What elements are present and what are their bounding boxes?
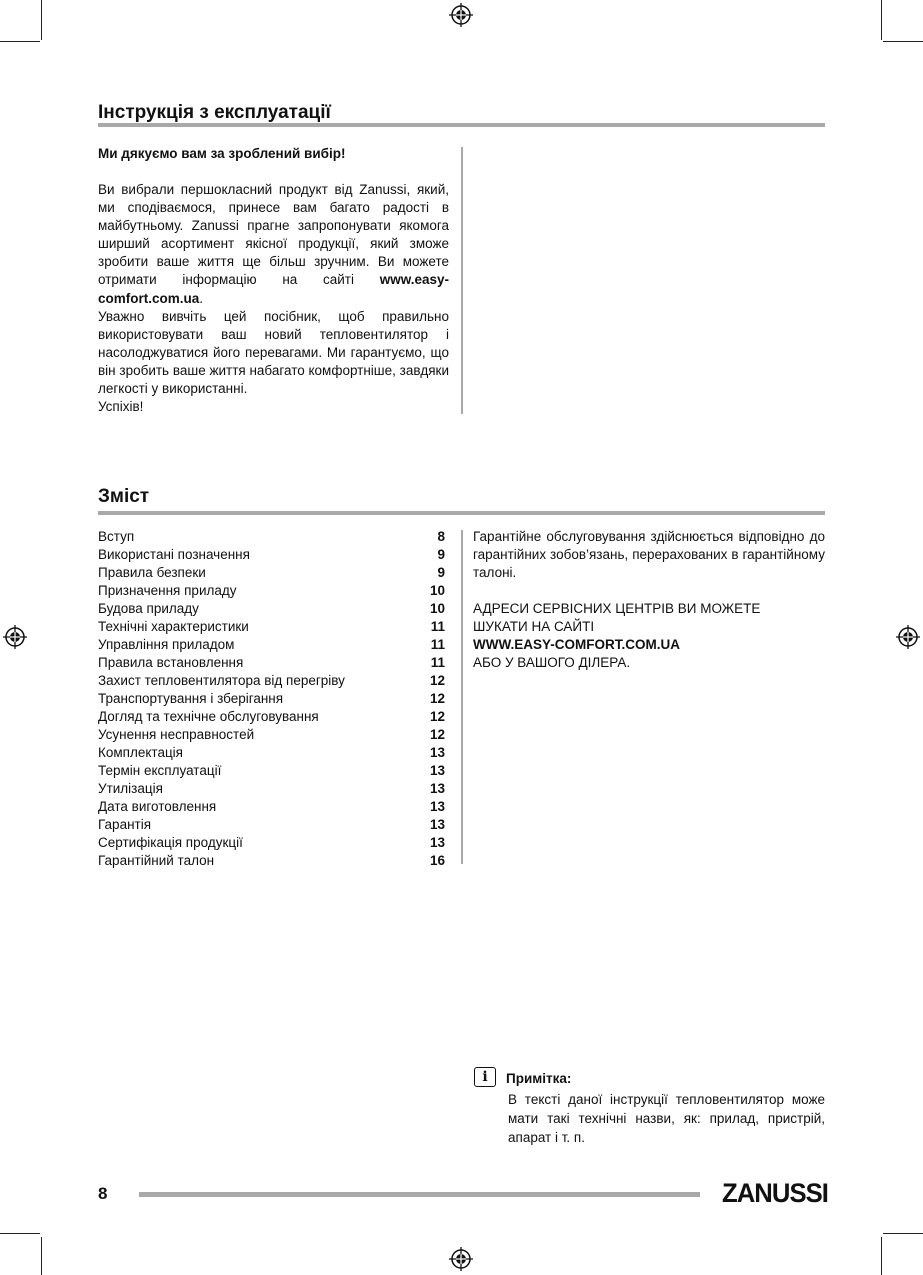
intro-paragraph-1 bbox=[98, 181, 449, 308]
toc-page-number: 13 bbox=[429, 781, 445, 796]
toc-label: Усунення несправностей bbox=[98, 727, 255, 742]
crop-mark bbox=[41, 1237, 42, 1275]
title-rule bbox=[98, 123, 825, 127]
warranty-text: Гарантійне обслуговування здійснюється відповідно до гарантійних зобов’язань, перерахованих в гарантійному талоні. bbox=[473, 529, 825, 580]
toc-label: Технічні характеристики bbox=[98, 619, 249, 634]
toc-page-number: 13 bbox=[429, 763, 445, 778]
toc-row[interactable] bbox=[98, 726, 445, 744]
toc-label: Термін експлуатації bbox=[98, 763, 222, 778]
service-line-2: ШУКАТИ НА САЙТІ bbox=[473, 619, 595, 634]
crop-mark bbox=[881, 1237, 882, 1275]
website-link[interactable]: www.easy-comfort.com.ua bbox=[98, 272, 449, 306]
note-title: Примітка: bbox=[506, 1071, 572, 1086]
toc-label: Будова приладу bbox=[98, 601, 199, 616]
toc-row[interactable] bbox=[98, 672, 445, 690]
toc-page-number: 13 bbox=[429, 835, 445, 850]
toc-row[interactable] bbox=[98, 546, 445, 564]
toc-row[interactable] bbox=[98, 834, 445, 852]
toc-row[interactable] bbox=[98, 690, 445, 708]
intro-paragraph-2: Уважно вивчіть цей посібник, щоб правильно використовувати ваш новий тепловентилятор і насолоджуватися його перевагами. Ми гарантуємо, що він зробить ваше життя набагато комфортніше, завдяки легкості у використанні. bbox=[98, 308, 449, 397]
table-of-contents bbox=[98, 528, 445, 870]
toc-label: Сертифікація продукції bbox=[98, 835, 243, 850]
crop-mark bbox=[881, 0, 882, 40]
column-divider bbox=[461, 530, 463, 864]
toc-row[interactable] bbox=[98, 798, 445, 816]
footer-rule bbox=[139, 1192, 700, 1197]
service-centers bbox=[473, 600, 825, 672]
toc-row[interactable] bbox=[98, 618, 445, 636]
page-title: Інструкція з експлуатації bbox=[98, 102, 331, 123]
toc-label: Гарантійний талон bbox=[98, 853, 215, 868]
contents-rule bbox=[98, 511, 825, 515]
toc-label: Правила безпеки bbox=[98, 565, 206, 580]
registration-mark-icon bbox=[449, 3, 473, 27]
toc-page-number: 9 bbox=[437, 547, 445, 562]
toc-label: Комплектація bbox=[98, 745, 183, 760]
registration-mark-icon bbox=[3, 625, 27, 649]
toc-page-number: 10 bbox=[429, 583, 445, 598]
registration-mark-icon bbox=[896, 625, 920, 649]
toc-page-number: 10 bbox=[429, 601, 445, 616]
toc-page-number: 11 bbox=[430, 637, 445, 652]
contents-title: Зміст bbox=[98, 486, 150, 507]
intro-closing: Успіхів! bbox=[98, 399, 144, 415]
crop-mark bbox=[883, 41, 923, 42]
toc-row[interactable] bbox=[98, 600, 445, 618]
toc-label: Транспортування і зберігання bbox=[98, 691, 284, 706]
toc-row[interactable] bbox=[98, 780, 445, 798]
toc-row[interactable] bbox=[98, 708, 445, 726]
toc-page-number: 16 bbox=[429, 853, 445, 868]
toc-page-number: 13 bbox=[429, 817, 445, 832]
intro-heading: Ми дякуємо вам за зроблений вибір! bbox=[98, 146, 346, 161]
page-number: 8 bbox=[98, 1184, 108, 1203]
crop-mark bbox=[0, 41, 40, 42]
brand-logo: ZANUSSI bbox=[722, 1178, 828, 1208]
toc-label: Дата виготовлення bbox=[98, 799, 217, 814]
service-line-3: АБО У ВАШОГО ДІЛЕРА. bbox=[473, 655, 631, 670]
toc-page-number: 12 bbox=[429, 709, 445, 724]
service-line-1: АДРЕСИ СЕРВІСНИХ ЦЕНТРІВ ВИ МОЖЕТЕ bbox=[473, 601, 761, 616]
crop-mark bbox=[41, 0, 42, 40]
toc-label: Гарантія bbox=[98, 817, 152, 832]
toc-label: Захист тепловентилятора від перегріву bbox=[98, 673, 345, 688]
toc-row[interactable] bbox=[98, 528, 445, 546]
toc-page-number: 12 bbox=[429, 673, 445, 688]
toc-row[interactable] bbox=[98, 636, 445, 654]
toc-page-number: 11 bbox=[430, 619, 445, 634]
info-icon: i bbox=[474, 1067, 496, 1087]
toc-row[interactable] bbox=[98, 582, 445, 600]
note-text: В тексті даної інструкції тепловентилятор може мати такі технічні назви, як: прилад, пристрій, апарат і т. п. bbox=[508, 1092, 825, 1145]
toc-label: Вступ bbox=[98, 529, 135, 544]
toc-label: Утилізація bbox=[98, 781, 163, 796]
toc-page-number: 13 bbox=[429, 745, 445, 760]
toc-label: Догляд та технічне обслуговування bbox=[98, 709, 319, 724]
toc-row[interactable] bbox=[98, 816, 445, 834]
crop-mark bbox=[0, 1233, 40, 1234]
toc-page-number: 12 bbox=[429, 727, 445, 742]
service-url-link[interactable]: WWW.EASY-COMFORT.COM.UA bbox=[473, 637, 680, 652]
toc-page-number: 13 bbox=[429, 799, 445, 814]
crop-mark bbox=[883, 1233, 923, 1234]
toc-label: Правила встановлення bbox=[98, 655, 244, 670]
registration-mark-icon bbox=[449, 1247, 473, 1271]
intro-paragraph-1-end: . bbox=[199, 290, 204, 306]
toc-row[interactable] bbox=[98, 654, 445, 672]
intro-text bbox=[98, 181, 449, 416]
toc-page-number: 9 bbox=[437, 565, 445, 580]
toc-page-number: 8 bbox=[437, 529, 445, 544]
toc-row[interactable] bbox=[98, 762, 445, 780]
toc-label: Управління приладом bbox=[98, 637, 235, 652]
toc-row[interactable] bbox=[98, 564, 445, 582]
toc-page-number: 12 bbox=[429, 691, 445, 706]
toc-page-number: 11 bbox=[430, 655, 445, 670]
toc-row[interactable] bbox=[98, 744, 445, 762]
toc-label: Призначення приладу bbox=[98, 583, 237, 598]
toc-row[interactable] bbox=[98, 852, 445, 870]
toc-label: Використані позначення bbox=[98, 547, 250, 562]
column-divider bbox=[461, 147, 463, 414]
intro-paragraph-1-text: Ви вибрали першокласний продукт від Zanussi, який, ми сподіваємося, принесе вам багато радості в майбутньому. Zanussi прагне запропонувати якомога ширший асортимент якісної продукції, який зможе зробити ваше життя ще більш зручним. Ви можете отримати інформацію на сайті bbox=[98, 182, 449, 288]
